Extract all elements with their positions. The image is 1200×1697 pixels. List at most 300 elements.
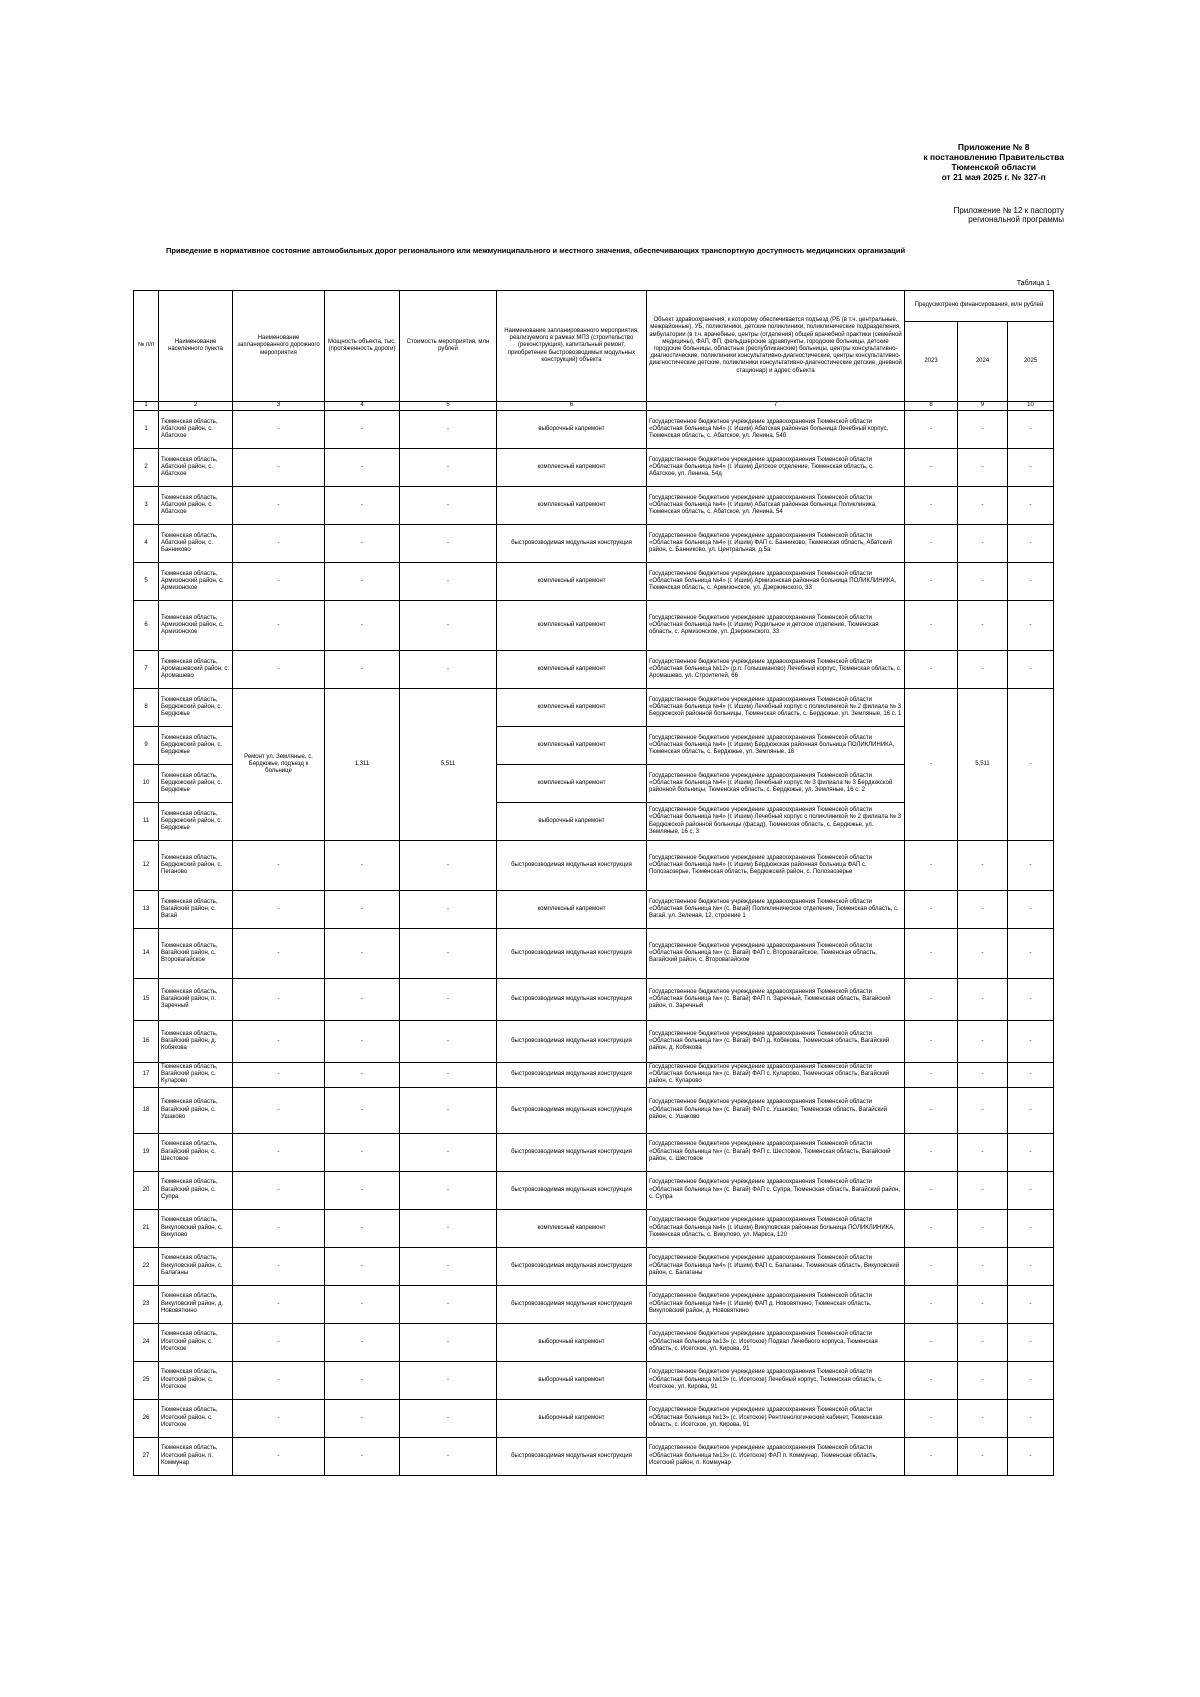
col-planned-header: Наименование запланированного мероприятия, реализуемого в рамках МПЗ (строительство (реконструкция), капитальный ремонт, приобретение быстровозводимых модульных конструкций) объекта (497, 291, 647, 402)
appendix-line: к постановлению Правительства (923, 152, 1064, 162)
capacity-cell: - (325, 449, 400, 487)
funding-2025-cell: - (1008, 487, 1054, 525)
planned-event-cell: быстровозводимая модульная конструкция (497, 1087, 647, 1133)
funding-2024-cell: - (958, 563, 1008, 601)
settlement-cell: Тюменская область, Вагайский район, с. Супра (159, 1171, 233, 1209)
col-number: 3 (233, 402, 325, 411)
table-row (134, 1171, 1054, 1209)
cost-cell: - (400, 841, 497, 891)
col-year-2024: 2024 (958, 322, 1008, 402)
settlement-cell: Тюменская область, Исетский район, с. Исетское (159, 1323, 233, 1361)
road-event-cell: - (233, 1399, 325, 1437)
settlement-cell: Тюменская область, Вагайский район, п. Заречный (159, 979, 233, 1021)
cost-cell: - (400, 449, 497, 487)
medical-object-cell: Государственное бюджетное учреждение здравоохранения Тюменской области «Областная больница №4» (г. Ишим) Бердюжская районная больница ФАП с. Полозаозерье, Тюменская область, Бердюжский район, с. Полозаозерье (647, 841, 905, 891)
funding-2025-cell: - (1008, 1087, 1054, 1133)
planned-event-cell: быстровозводимая модульная конструкция (497, 1247, 647, 1285)
funding-2025-cell: - (1008, 1133, 1054, 1171)
settlement-cell: Тюменская область, Викуловский район, с. Викулово (159, 1209, 233, 1247)
settlement-cell: Тюменская область, Бердюжский район, с. Бердюжье (159, 727, 233, 765)
funding-2023-cell: - (905, 929, 958, 979)
table-row (134, 601, 1054, 651)
capacity-cell: - (325, 929, 400, 979)
row-number-cell: 15 (134, 979, 159, 1021)
col-year-2023: 2023 (905, 322, 958, 402)
planned-event-cell: выборочный капремонт (497, 803, 647, 841)
medical-object-cell: Государственное бюджетное учреждение здравоохранения Тюменской области «Областная больница №4» (г. Ишим) Абатская районная больница Лечебный корпус, Тюменская область, с. Абатское, ул. Ленина, 54б (647, 411, 905, 449)
funding-2023-cell: - (905, 411, 958, 449)
road-event-cell: - (233, 929, 325, 979)
medical-object-cell: Государственное бюджетное учреждение здравоохранения Тюменской области «Областная больница №4» (г. Ишим) Лечебный корпус с поликлиникой № 2 филиала № 3 Бердюжской районной больницы, Тюменская область, с. Бердюжье, ул. Земляные, 16 с. 1 (647, 689, 905, 727)
row-number-cell: 16 (134, 1021, 159, 1063)
road-event-cell: - (233, 601, 325, 651)
table-row (134, 563, 1054, 601)
funding-2025-cell: - (1008, 1021, 1054, 1063)
cost-cell: - (400, 1133, 497, 1171)
road-event-cell: - (233, 1087, 325, 1133)
road-event-cell: - (233, 525, 325, 563)
row-number-cell: 11 (134, 803, 159, 841)
planned-event-cell: комплексный капремонт (497, 651, 647, 689)
settlement-cell: Тюменская область, Армизонский район, с. Армизонское (159, 563, 233, 601)
road-event-cell: Ремонт ул. Земляные, с. Бердюжье, подъезд к больнице (233, 689, 325, 841)
cost-cell: - (400, 1361, 497, 1399)
road-event-cell: - (233, 1063, 325, 1088)
planned-event-cell: быстровозводимая модульная конструкция (497, 841, 647, 891)
capacity-cell: - (325, 1171, 400, 1209)
col-number: 9 (958, 402, 1008, 411)
table-row (134, 1399, 1054, 1437)
cost-cell: - (400, 563, 497, 601)
medical-object-cell: Государственное бюджетное учреждение здравоохранения Тюменской области «Областная больница №13» (с. Исетское) Рентгенологический кабинет, Тюменская область, с. Исетское, ул. Кирова, 91 (647, 1399, 905, 1437)
medical-object-cell: Государственное бюджетное учреждение здравоохранения Тюменской области «Областная больница №4» (г. Ишим) Родильное и детское отделение, Тюменская область, с. Армизонское, ул. Дзержинского, 33 (647, 601, 905, 651)
planned-event-cell: комплексный капремонт (497, 727, 647, 765)
row-number-cell: 8 (134, 689, 159, 727)
cost-cell: 5,511 (400, 689, 497, 841)
cost-cell: - (400, 979, 497, 1021)
medical-object-cell: Государственное бюджетное учреждение здравоохранения Тюменской области «Областная больница №4» (г. Ишим) ФАП д. Нововяткино, Тюменская область, Викуловский район, д. Нововяткино (647, 1285, 905, 1323)
passport-line: Приложение № 12 к паспорту (953, 206, 1064, 215)
funding-2025-cell: - (1008, 689, 1054, 841)
col-object-header: Объект здравоохранения, к которому обеспечивается подъезд (РБ (в т.ч. центральные, межрайонные), УБ, поликлиники, детские поликлиники, поликлинические подразделения, амбулатории (в т.ч. врачебные, центры (отделения) общей врачебной практики (семейной медицины), ФАП, ФП, фельдшерские здравпункты, городские больницы, детские городские больницы, областные (республиканские) больницы, центры консультативно-диагностические, поликлиники консультативно-диагностические, центры консультативно-диагностические детские, поликлиники консультативно-диагностические детские, дневной стационар) и адрес объекта (647, 291, 905, 402)
funding-2023-cell: - (905, 525, 958, 563)
planned-event-cell: выборочный капремонт (497, 1323, 647, 1361)
col-number: 2 (159, 402, 233, 411)
row-number-cell: 21 (134, 1209, 159, 1247)
col-number: 6 (497, 402, 647, 411)
funding-2025-cell: - (1008, 525, 1054, 563)
capacity-cell: - (325, 1437, 400, 1475)
funding-2023-cell: - (905, 1021, 958, 1063)
road-event-cell: - (233, 891, 325, 929)
funding-2024-cell: - (958, 525, 1008, 563)
funding-table (133, 290, 1054, 1476)
funding-2024-cell: - (958, 891, 1008, 929)
funding-2023-cell: - (905, 891, 958, 929)
cost-cell: - (400, 1087, 497, 1133)
settlement-cell: Тюменская область, Абатский район, с. Абатское (159, 449, 233, 487)
row-number-cell: 10 (134, 765, 159, 803)
funding-2023-cell: - (905, 601, 958, 651)
planned-event-cell: быстровозводимая модульная конструкция (497, 979, 647, 1021)
col-number: 10 (1008, 402, 1054, 411)
row-number-cell: 22 (134, 1247, 159, 1285)
planned-event-cell: выборочный капремонт (497, 411, 647, 449)
funding-2025-cell: - (1008, 1247, 1054, 1285)
appendix-header (923, 142, 1064, 182)
road-event-cell: - (233, 1171, 325, 1209)
table-row (134, 449, 1054, 487)
row-number-cell: 6 (134, 601, 159, 651)
settlement-cell: Тюменская область, Бердюжский район, с. Бердюжье (159, 689, 233, 727)
funding-2023-cell: - (905, 1437, 958, 1475)
capacity-cell: - (325, 1021, 400, 1063)
capacity-cell: - (325, 1285, 400, 1323)
settlement-cell: Тюменская область, Вагайский район, с. Второвагайское (159, 929, 233, 979)
settlement-cell: Тюменская область, Исетский район, с. Исетское (159, 1361, 233, 1399)
table-row (134, 841, 1054, 891)
col-number: 8 (905, 402, 958, 411)
funding-2024-cell: - (958, 1087, 1008, 1133)
medical-object-cell: Государственное бюджетное учреждение здравоохранения Тюменской области «Областная больница №» (с. Вагай) ФАП с. Второвагайское, Тюменская область, Вагайский район, с. Второвагайское (647, 929, 905, 979)
road-event-cell: - (233, 979, 325, 1021)
planned-event-cell: быстровозводимая модульная конструкция (497, 1133, 647, 1171)
capacity-cell: - (325, 411, 400, 449)
funding-2025-cell: - (1008, 411, 1054, 449)
settlement-cell: Тюменская область, Вагайский район, с. Шестовое (159, 1133, 233, 1171)
funding-2023-cell: - (905, 1361, 958, 1399)
funding-2024-cell: - (958, 1063, 1008, 1088)
row-number-cell: 5 (134, 563, 159, 601)
table-row (134, 1087, 1054, 1133)
settlement-cell: Тюменская область, Бердюжский район, с. Бердюжье (159, 765, 233, 803)
funding-2023-cell: - (905, 1323, 958, 1361)
settlement-cell: Тюменская область, Армизонский район, с. Армизонское (159, 601, 233, 651)
funding-2023-cell: - (905, 1133, 958, 1171)
row-number-cell: 2 (134, 449, 159, 487)
table-row (134, 651, 1054, 689)
funding-2025-cell: - (1008, 563, 1054, 601)
col-road-event-header: Наименование запланированного дорожного мероприятия (233, 291, 325, 402)
road-event-cell: - (233, 563, 325, 601)
funding-2025-cell: - (1008, 929, 1054, 979)
funding-2024-cell: - (958, 1133, 1008, 1171)
cost-cell: - (400, 1437, 497, 1475)
planned-event-cell: комплексный капремонт (497, 563, 647, 601)
funding-2024-cell: - (958, 601, 1008, 651)
funding-2023-cell: - (905, 1171, 958, 1209)
medical-object-cell: Государственное бюджетное учреждение здравоохранения Тюменской области «Областная больница №13» (с. Исетское) Лечебный корпус, Тюменская область, с. Исетское, ул. Кирова, 91 (647, 1361, 905, 1399)
capacity-cell: - (325, 651, 400, 689)
col-cost-header: Стоимость мероприятия, млн рублей (400, 291, 497, 402)
planned-event-cell: быстровозводимая модульная конструкция (497, 1021, 647, 1063)
funding-2025-cell: - (1008, 891, 1054, 929)
medical-object-cell: Государственное бюджетное учреждение здравоохранения Тюменской области «Областная больница №4» (г. Ишим) ФАП с. Балаганы, Тюменская область, Викуловский район, с. Балаганы (647, 1247, 905, 1285)
medical-object-cell: Государственное бюджетное учреждение здравоохранения Тюменской области «Областная больница №13» (с. Исетское) Подвал Лечебного корпуса, Тюменская область, с. Исетское, ул. Кирова, 91 (647, 1323, 905, 1361)
medical-object-cell: Государственное бюджетное учреждение здравоохранения Тюменской области «Областная больница №4» (г. Ишим) Абатская районная больница Поликлиника, Тюменская область, с. Абатское, ул. Ленина, 54 (647, 487, 905, 525)
row-number-cell: 12 (134, 841, 159, 891)
table-row (134, 1133, 1054, 1171)
planned-event-cell: быстровозводимая модульная конструкция (497, 1285, 647, 1323)
capacity-cell: - (325, 1361, 400, 1399)
capacity-cell: - (325, 979, 400, 1021)
medical-object-cell: Государственное бюджетное учреждение здравоохранения Тюменской области «Областная больница №» (с. Вагай) Поликлиническое отделение, Тюменская область, с. Вагай, ул. Зеленая, 12, строение 1 (647, 891, 905, 929)
road-event-cell: - (233, 1209, 325, 1247)
medical-object-cell: Государственное бюджетное учреждение здравоохранения Тюменской области «Областная больница №» (с. Вагай) ФАП с. Шестовое, Тюменская область, Вагайский район, с. Шестовое (647, 1133, 905, 1171)
settlement-cell: Тюменская область, Бердюжский район, с. Бердюжье (159, 803, 233, 841)
medical-object-cell: Государственное бюджетное учреждение здравоохранения Тюменской области «Областная больница №13» (с. Исетское) ФАП п. Коммунар, Тюменская область, Исетский район, п. Коммунар (647, 1437, 905, 1475)
funding-2023-cell: - (905, 1209, 958, 1247)
planned-event-cell: быстровозводимая модульная конструкция (497, 1171, 647, 1209)
medical-object-cell: Государственное бюджетное учреждение здравоохранения Тюменской области «Областная больница №4» (г. Ишим) Бердюжская районная больница ПОЛИКЛИНИКА, Тюменская область, с. Бердюжье, ул. Земляные, 16 (647, 727, 905, 765)
funding-2023-cell: - (905, 689, 958, 841)
table-row (134, 1437, 1054, 1475)
funding-2023-cell: - (905, 487, 958, 525)
settlement-cell: Тюменская область, Исетский район, п. Коммунар (159, 1437, 233, 1475)
table-row (134, 1285, 1054, 1323)
medical-object-cell: Государственное бюджетное учреждение здравоохранения Тюменской области «Областная больница №4» (г. Ишим) ФАП с. Банниково, Тюменская область, Абатский район, с. Банниково, ул. Центральная, д.5а (647, 525, 905, 563)
medical-object-cell: Государственное бюджетное учреждение здравоохранения Тюменской области «Областная больница №» (с. Вагай) ФАП с. Супра, Тюменская область, Вагайский район, с. Супра (647, 1171, 905, 1209)
road-event-cell: - (233, 1247, 325, 1285)
row-number-cell: 17 (134, 1063, 159, 1088)
road-event-cell: - (233, 841, 325, 891)
funding-2025-cell: - (1008, 1399, 1054, 1437)
medical-object-cell: Государственное бюджетное учреждение здравоохранения Тюменской области «Областная больница №» (с. Вагай) ФАП с. Ушаково, Тюменская область, Вагайский район, с. Ушаково (647, 1087, 905, 1133)
cost-cell: - (400, 601, 497, 651)
table-row (134, 487, 1054, 525)
col-settlement-header: Наименование населенного пункта (159, 291, 233, 402)
medical-object-cell: Государственное бюджетное учреждение здравоохранения Тюменской области «Областная больница №4» (г. Ишим) Лечебный корпус с поликлиникой № 2 филиала № 3 Бердюжской районной больницы (фасад), Тюменская область, с. Бердюжье, ул. Земляные, 16 с. 3 (647, 803, 905, 841)
cost-cell: - (400, 1323, 497, 1361)
settlement-cell: Тюменская область, Вагайский район, с. Вагай (159, 891, 233, 929)
funding-2023-cell: - (905, 1399, 958, 1437)
capacity-cell: - (325, 601, 400, 651)
planned-event-cell: выборочный капремонт (497, 1399, 647, 1437)
funding-2025-cell: - (1008, 841, 1054, 891)
table-row (134, 891, 1054, 929)
row-number-cell: 1 (134, 411, 159, 449)
road-event-cell: - (233, 1133, 325, 1171)
table-body (134, 411, 1054, 1476)
table-row (134, 411, 1054, 449)
funding-2024-cell: - (958, 487, 1008, 525)
cost-cell: - (400, 1285, 497, 1323)
row-number-cell: 7 (134, 651, 159, 689)
funding-2023-cell: - (905, 841, 958, 891)
capacity-cell: - (325, 1133, 400, 1171)
funding-2024-cell: - (958, 411, 1008, 449)
planned-event-cell: комплексный капремонт (497, 601, 647, 651)
road-event-cell: - (233, 1361, 325, 1399)
row-number-cell: 24 (134, 1323, 159, 1361)
funding-2025-cell: - (1008, 601, 1054, 651)
road-event-cell: - (233, 1323, 325, 1361)
table-row (134, 979, 1054, 1021)
planned-event-cell: комплексный капремонт (497, 765, 647, 803)
settlement-cell: Тюменская область, Абатский район, с. Абатское (159, 411, 233, 449)
settlement-cell: Тюменская область, Бердюжский район, с. Пеганово (159, 841, 233, 891)
row-number-cell: 9 (134, 727, 159, 765)
capacity-cell: - (325, 891, 400, 929)
table-row (134, 525, 1054, 563)
funding-2024-cell: - (958, 1209, 1008, 1247)
funding-2024-cell: - (958, 1437, 1008, 1475)
planned-event-cell: быстровозводимая модульная конструкция (497, 525, 647, 563)
table-row (134, 1361, 1054, 1399)
funding-2024-cell: - (958, 1399, 1008, 1437)
cost-cell: - (400, 1021, 497, 1063)
settlement-cell: Тюменская область, Викуловский район, д. Нововяткино (159, 1285, 233, 1323)
settlement-cell: Тюменская область, Аромашевский район, с. Аромашево (159, 651, 233, 689)
column-number-row (134, 402, 1054, 411)
funding-2024-cell: - (958, 1021, 1008, 1063)
funding-2023-cell: - (905, 1063, 958, 1088)
medical-object-cell: Государственное бюджетное учреждение здравоохранения Тюменской области «Областная больница №4» (г. Ишим) Лечебный корпус № 3 филиала № 3 Бердюжской районной больницы, Тюменская область, с. Бердюжье, ул. Земляные, 16 с. 2 (647, 765, 905, 803)
cost-cell: - (400, 1247, 497, 1285)
capacity-cell: - (325, 563, 400, 601)
col-funding-header: Предусмотрено финансирования, млн рублей (905, 291, 1054, 322)
table-row (134, 1209, 1054, 1247)
funding-2025-cell: - (1008, 1209, 1054, 1247)
medical-object-cell: Государственное бюджетное учреждение здравоохранения Тюменской области «Областная больница №4» (г. Ишим) Армизонская районная больница ПОЛИКЛИНИКА, Тюменская область, с. Армизонское, ул. Дзержинского, 33 (647, 563, 905, 601)
col-year-2025: 2025 (1008, 322, 1054, 402)
road-event-cell: - (233, 651, 325, 689)
col-number: 4 (325, 402, 400, 411)
funding-2023-cell: - (905, 979, 958, 1021)
settlement-cell: Тюменская область, Вагайский район, с. Ушаково (159, 1087, 233, 1133)
planned-event-cell: быстровозводимая модульная конструкция (497, 929, 647, 979)
capacity-cell: - (325, 1063, 400, 1088)
settlement-cell: Тюменская область, Вагайский район, с. Куларово (159, 1063, 233, 1088)
table-label: Таблица 1 (1016, 280, 1050, 287)
col-capacity-header: Мощность объекта, тыс. (протяженность дороги) (325, 291, 400, 402)
cost-cell: - (400, 891, 497, 929)
funding-2024-cell: - (958, 841, 1008, 891)
medical-object-cell: Государственное бюджетное учреждение здравоохранения Тюменской области «Областная больница №» (с. Вагай) ФАП п. Заречный, Тюменская область, Вагайский район, п. Заречный (647, 979, 905, 1021)
col-num-header: № п/п (134, 291, 159, 402)
row-number-cell: 27 (134, 1437, 159, 1475)
capacity-cell: - (325, 487, 400, 525)
settlement-cell: Тюменская область, Викуловский район, с. Балаганы (159, 1247, 233, 1285)
medical-object-cell: Государственное бюджетное учреждение здравоохранения Тюменской области «Областная больница №» (с. Вагай) ФАП с. Куларово, Тюменская область, Вагайский район, с. Куларово (647, 1063, 905, 1088)
funding-2023-cell: - (905, 449, 958, 487)
medical-object-cell: Государственное бюджетное учреждение здравоохранения Тюменской области «Областная больница №12» (р.п. Голышманово) Лечебный корпус, Тюменская область, с. Аромашево, ул. Строителей, 66 (647, 651, 905, 689)
planned-event-cell: комплексный капремонт (497, 891, 647, 929)
funding-2023-cell: - (905, 651, 958, 689)
funding-2025-cell: - (1008, 651, 1054, 689)
funding-2024-cell: - (958, 929, 1008, 979)
planned-event-cell: выборочный капремонт (497, 1361, 647, 1399)
planned-event-cell: комплексный капремонт (497, 449, 647, 487)
row-number-cell: 20 (134, 1171, 159, 1209)
funding-2024-cell: 5,511 (958, 689, 1008, 841)
cost-cell: - (400, 525, 497, 563)
table-row (134, 1323, 1054, 1361)
col-number: 5 (400, 402, 497, 411)
row-number-cell: 3 (134, 487, 159, 525)
row-number-cell: 23 (134, 1285, 159, 1323)
row-number-cell: 4 (134, 525, 159, 563)
capacity-cell: - (325, 1209, 400, 1247)
table-row (134, 689, 1054, 727)
funding-2025-cell: - (1008, 449, 1054, 487)
settlement-cell: Тюменская область, Абатский район, с. Абатское (159, 487, 233, 525)
table-row (134, 929, 1054, 979)
funding-2023-cell: - (905, 1285, 958, 1323)
planned-event-cell: быстровозводимая модульная конструкция (497, 1063, 647, 1088)
table-row (134, 1021, 1054, 1063)
cost-cell: - (400, 1399, 497, 1437)
road-event-cell: - (233, 1021, 325, 1063)
passport-line: региональной программы (968, 215, 1064, 224)
funding-2024-cell: - (958, 449, 1008, 487)
funding-2025-cell: - (1008, 1361, 1054, 1399)
funding-2025-cell: - (1008, 1171, 1054, 1209)
table-row (134, 1063, 1054, 1088)
funding-2023-cell: - (905, 1247, 958, 1285)
capacity-cell: - (325, 1247, 400, 1285)
cost-cell: - (400, 651, 497, 689)
capacity-cell: - (325, 1323, 400, 1361)
funding-2024-cell: - (958, 651, 1008, 689)
row-number-cell: 13 (134, 891, 159, 929)
medical-object-cell: Государственное бюджетное учреждение здравоохранения Тюменской области «Областная больница №4» (г. Ишим) Викуловская районная больница ПОЛИКЛИНИКА, Тюменская область, с. Викулово, ул. Маркса, 120 (647, 1209, 905, 1247)
cost-cell: - (400, 487, 497, 525)
medical-object-cell: Государственное бюджетное учреждение здравоохранения Тюменской области «Областная больница №4» (г. Ишим) Детское отделение, Тюменская область, с. Абатское, ул. Ленина, 54д (647, 449, 905, 487)
planned-event-cell: комплексный капремонт (497, 689, 647, 727)
road-event-cell: - (233, 411, 325, 449)
capacity-cell: - (325, 841, 400, 891)
road-event-cell: - (233, 449, 325, 487)
road-event-cell: - (233, 1437, 325, 1475)
road-event-cell: - (233, 487, 325, 525)
cost-cell: - (400, 1209, 497, 1247)
funding-2025-cell: - (1008, 1437, 1054, 1475)
funding-2025-cell: - (1008, 1323, 1054, 1361)
funding-2024-cell: - (958, 1361, 1008, 1399)
planned-event-cell: комплексный капремонт (497, 487, 647, 525)
funding-2025-cell: - (1008, 1063, 1054, 1088)
funding-2025-cell: - (1008, 1285, 1054, 1323)
funding-2025-cell: - (1008, 979, 1054, 1021)
row-number-cell: 14 (134, 929, 159, 979)
settlement-cell: Тюменская область, Вагайский район, д. Кобякова (159, 1021, 233, 1063)
capacity-cell: 1,311 (325, 689, 400, 841)
settlement-cell: Тюменская область, Исетский район, с. Исетское (159, 1399, 233, 1437)
row-number-cell: 19 (134, 1133, 159, 1171)
row-number-cell: 25 (134, 1361, 159, 1399)
medical-object-cell: Государственное бюджетное учреждение здравоохранения Тюменской области «Областная больница №» (с. Вагай) ФАП д. Кобякова, Тюменская область, Вагайский район, д. Кобякова (647, 1021, 905, 1063)
road-event-cell: - (233, 1285, 325, 1323)
settlement-cell: Тюменская область, Абатский район, с. Банниково (159, 525, 233, 563)
table-row (134, 1247, 1054, 1285)
capacity-cell: - (325, 525, 400, 563)
header-row (134, 291, 1054, 322)
funding-2023-cell: - (905, 563, 958, 601)
capacity-cell: - (325, 1087, 400, 1133)
row-number-cell: 26 (134, 1399, 159, 1437)
appendix-line: Тюменской области (951, 162, 1036, 172)
funding-2024-cell: - (958, 1247, 1008, 1285)
row-number-cell: 18 (134, 1087, 159, 1133)
passport-note (954, 206, 1064, 224)
capacity-cell: - (325, 1399, 400, 1437)
cost-cell: - (400, 929, 497, 979)
planned-event-cell: быстровозводимая модульная конструкция (497, 1437, 647, 1475)
appendix-line: от 21 мая 2025 г. № 327-п (941, 172, 1046, 182)
funding-2024-cell: - (958, 1171, 1008, 1209)
funding-2024-cell: - (958, 1323, 1008, 1361)
